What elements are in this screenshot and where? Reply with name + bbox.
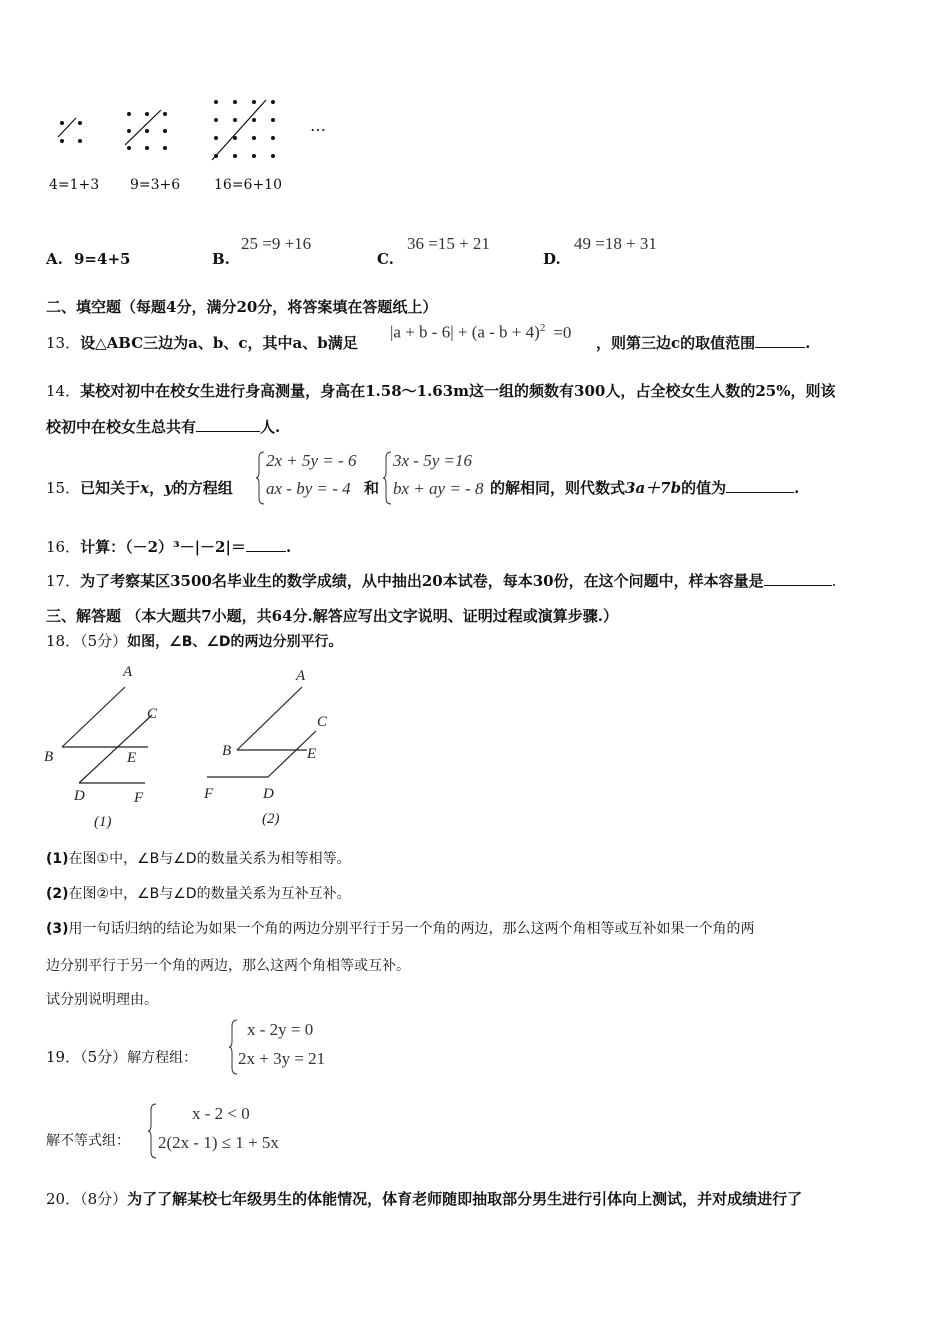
q20-text: 为了了解某校七年级男生的体能情况，体育老师随即抽取部分男生进行引体向上测试，并对成绩进行了	[127, 1190, 803, 1208]
q15-x: x	[140, 479, 150, 497]
option-d-text: 49 =18 + 31	[574, 234, 657, 253]
q18-text: 如图，∠B、∠D的两边分别平行。	[127, 634, 343, 650]
q18-part-3-line-1: 用一句话归纳的结论为如果一个角的两边分别平行于另一个角的两边，那么这两个角相等或互补如果一个角的两	[68, 921, 755, 937]
q17-number: 17．	[46, 572, 81, 590]
q15-tail	[490, 477, 799, 498]
q13-post: ，则第三边c的取值范围	[596, 334, 756, 352]
q14-line-2-post: 人.	[260, 418, 281, 436]
q15-number: 15．	[46, 479, 81, 497]
q15-comma: ，	[149, 479, 165, 497]
q15-and: 和	[364, 479, 380, 497]
q18-figure-2	[195, 660, 345, 835]
brace-icon	[148, 1102, 158, 1160]
q15-sys2-eq1: 3x - 5y =16	[393, 451, 472, 470]
fig2-caption: (2)	[262, 811, 280, 827]
q19-sys2-ineq2: 2(2x - 1) ≤ 1 + 5x	[158, 1133, 279, 1152]
fig2-label-d: D	[263, 786, 274, 802]
q15-answer-blank[interactable]	[726, 478, 794, 493]
fig1-label-c: C	[147, 706, 158, 722]
section-3-title: 三、解答题 （本大题共7小题，共64分.解答应写出文字说明、证明过程或演算步骤.）	[46, 607, 618, 625]
q18-figure-1	[40, 660, 180, 835]
q15-expr: 3a＋7b	[625, 479, 682, 497]
question-16	[46, 536, 291, 557]
q18-part-2-tag: (2)	[46, 886, 69, 902]
q15-mid: 的方程组	[172, 479, 233, 497]
dot-pattern-figures	[40, 90, 340, 170]
q18-number: 18．	[46, 632, 81, 650]
option-a-letter: A.	[46, 250, 63, 268]
brace-icon	[383, 450, 393, 506]
q19-number: 19．	[46, 1048, 81, 1066]
q14-line-2	[46, 416, 280, 437]
q13-number: 13．	[46, 334, 81, 352]
q18-part-2	[46, 883, 351, 903]
q14-number: 14．	[46, 382, 81, 400]
q15-pre: 已知关于	[80, 479, 141, 497]
q13-tail	[596, 332, 810, 353]
question-14	[46, 380, 835, 401]
q18-part-3	[46, 918, 755, 938]
fig2-label-c: C	[317, 714, 328, 730]
brace-icon	[256, 450, 266, 506]
q17-end: .	[831, 572, 837, 590]
ellipsis: …	[310, 116, 326, 135]
q19-label-1: 解方程组：	[127, 1050, 198, 1066]
q16-number: 16．	[46, 538, 81, 556]
question-15	[46, 477, 233, 498]
q15-sys1-eq2: ax - by = - 4	[266, 479, 351, 498]
option-d-letter: D.	[543, 250, 561, 268]
fig2-label-a: A	[296, 668, 306, 684]
q16-end: .	[285, 538, 292, 556]
q15-sys2-eq2: bx + ay = - 8	[393, 479, 484, 498]
q13-answer-blank[interactable]	[755, 333, 805, 348]
q19-sys2-ineq1: x - 2 < 0	[192, 1104, 250, 1123]
fig1-label-a: A	[123, 664, 133, 680]
option-b-letter: B.	[212, 250, 230, 268]
q13-stem: 设△ABC三边为a、b、c，其中a、b满足	[80, 334, 358, 352]
fig2-label-b: B	[222, 743, 232, 759]
q16-answer-blank[interactable]	[246, 537, 286, 552]
q18-part-1-text: 在图①中，∠B与∠D的数量关系为相等相等。	[68, 851, 351, 867]
q19-score: （5分）	[80, 1048, 128, 1066]
q14-line-1: 某校对初中在校女生进行身高测量，身高在1.58～1.63m这一组的频数有300人，占全校女生人数的25%，则该	[80, 382, 836, 400]
q19-system-1	[229, 1018, 349, 1076]
q13-formula	[390, 322, 571, 343]
q18-part-3-tag: (3)	[46, 921, 69, 937]
option-c-text: 36 =15 + 21	[407, 234, 490, 253]
question-18	[46, 630, 343, 651]
q18-instruction: 试分别说明理由。	[46, 992, 158, 1008]
q15-post2: 的值为	[681, 479, 727, 497]
caption-fig-3: 16=6+10	[214, 177, 282, 193]
q18-part-3-line-2: 边分别平行于另一个角的两边，那么这两个角相等或互补。	[46, 958, 410, 974]
q18-part-1	[46, 848, 351, 868]
caption-fig-1: 4=1+3	[49, 177, 100, 193]
q13-formula-body: |a + b - 6| + (a - b + 4)	[390, 322, 540, 342]
q13-exponent: 2	[539, 322, 546, 334]
q19-system-2	[148, 1102, 308, 1160]
q14-line-2-pre: 校初中在校女生总共有	[46, 418, 197, 436]
q15-end: .	[794, 479, 800, 497]
q19-label-2: 解不等式组：	[46, 1133, 130, 1149]
caption-fig-2: 9=3+6	[130, 177, 181, 193]
q20-score: （8分）	[80, 1190, 128, 1208]
q15-system-2	[383, 450, 491, 506]
fig1-label-f: F	[134, 790, 144, 806]
option-b-text: 25 =9 +16	[241, 234, 312, 253]
option-a-text: 9=4+5	[74, 250, 131, 268]
q13-eq: =0	[553, 322, 572, 342]
q17-text: 为了考察某区3500名毕业生的数学成绩，从中抽出20本试卷，每本30份，在这个问题中，样本容量是	[80, 572, 764, 590]
q18-part-1-tag: (1)	[46, 851, 69, 867]
q14-answer-blank[interactable]	[196, 417, 260, 432]
q19-sys1-eq1: x - 2y = 0	[247, 1020, 314, 1039]
q15-system-1	[256, 450, 364, 506]
q19-sys1-eq2: 2x + 3y = 21	[238, 1049, 326, 1068]
question-20	[46, 1188, 802, 1209]
option-c-letter: C.	[377, 250, 394, 268]
q20-number: 20．	[46, 1190, 81, 1208]
fig2-label-f: F	[204, 786, 214, 802]
q18-part-2-text: 在图②中，∠B与∠D的数量关系为互补互补。	[68, 886, 351, 902]
q17-answer-blank[interactable]	[764, 571, 832, 586]
q15-y: y	[164, 479, 173, 497]
fig1-label-e: E	[127, 750, 137, 766]
question-13	[46, 332, 358, 353]
q15-sys1-eq1: 2x + 5y = - 6	[266, 451, 357, 470]
question-17	[46, 570, 836, 591]
fig1-label-d: D	[74, 788, 85, 804]
q16-text: 计算：（－2）³－|－2|＝	[80, 538, 246, 556]
q18-score: （5分）	[80, 632, 128, 650]
fig1-label-b: B	[44, 749, 54, 765]
question-19	[46, 1046, 197, 1067]
fig2-label-e: E	[307, 746, 317, 762]
section-2-title: 二、填空题（每题4分，满分20分，将答案填在答题纸上）	[46, 298, 438, 316]
fig1-caption: (1)	[94, 814, 112, 830]
q13-end: .	[805, 334, 811, 352]
q15-post: 的解相同，则代数式	[490, 479, 626, 497]
